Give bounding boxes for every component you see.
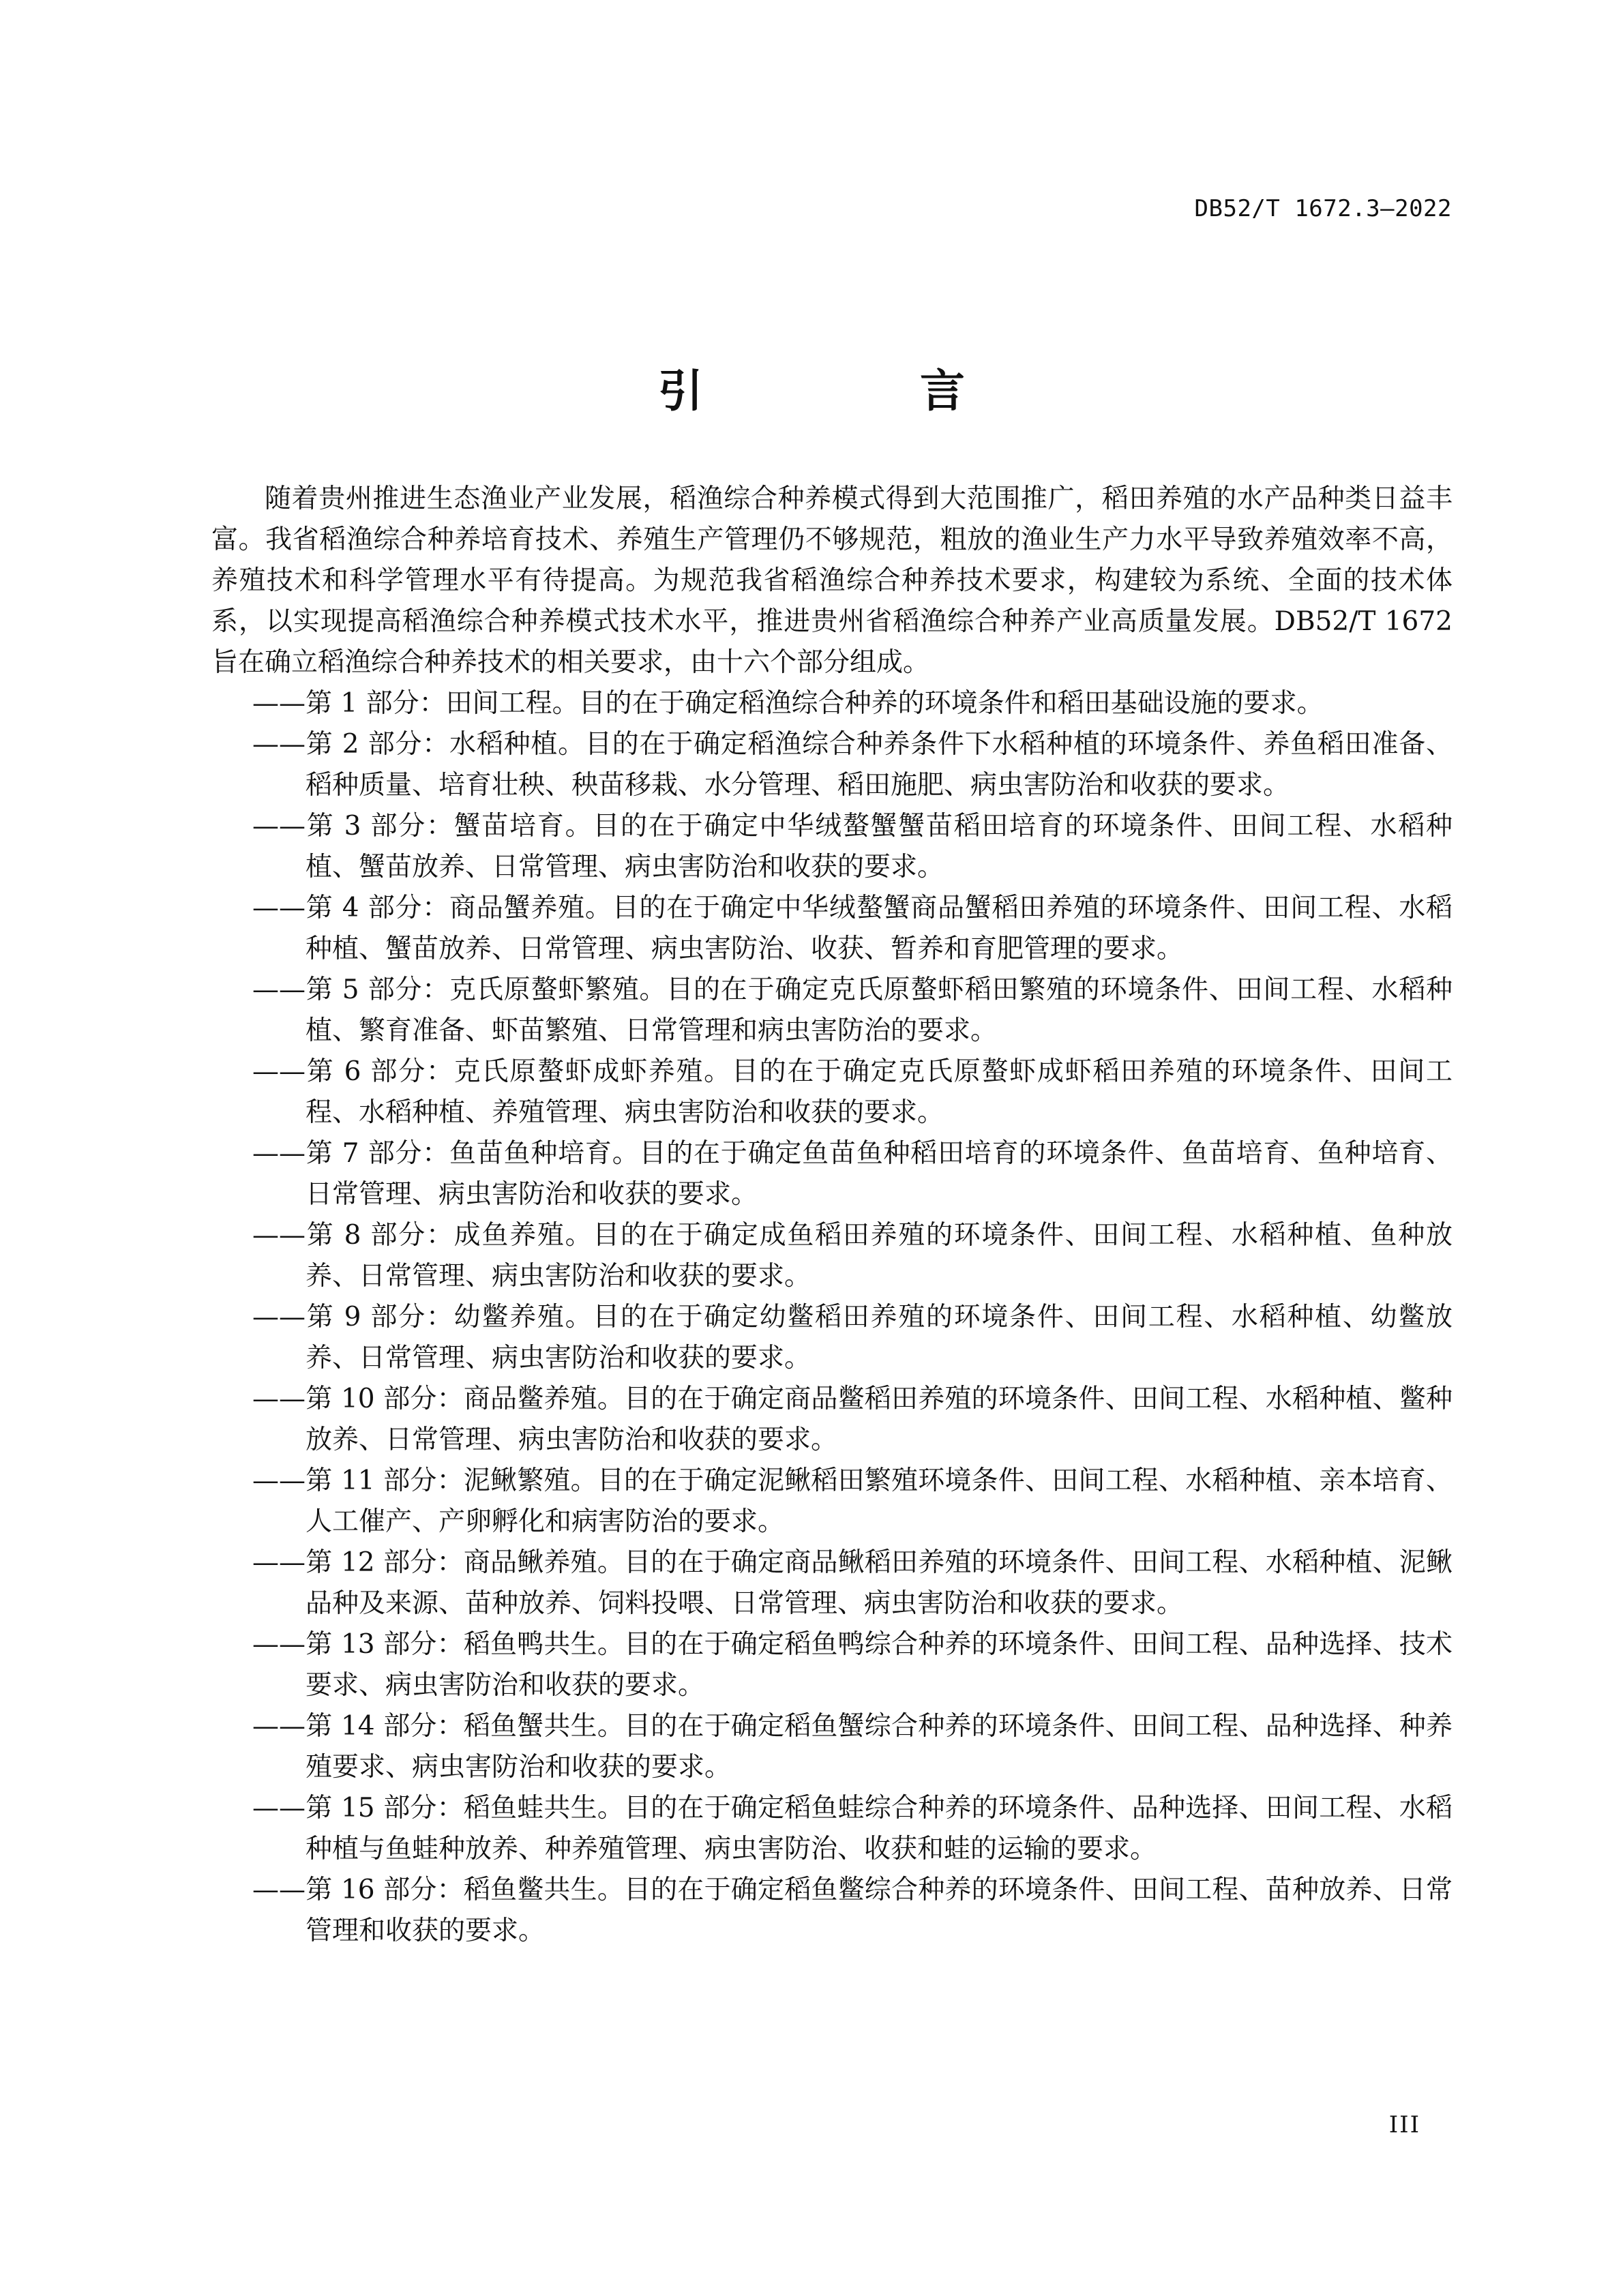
part-item-16: ——第 16 部分：稻鱼鳖共生。目的在于确定稻鱼鳖综合种养的环境条件、田间工程、苗种放养、日常管理和收获的要求。 xyxy=(252,1875,1453,1946)
part-item-7: ——第 7 部分：鱼苗鱼种培育。目的在于确定鱼苗鱼种稻田培育的环境条件、鱼苗培育、鱼种培育、日常管理、病虫害防治和收获的要求。 xyxy=(252,1138,1453,1210)
page-number: III xyxy=(1388,2111,1420,2138)
part-item-6: ——第 6 部分：克氏原螯虾成虾养殖。目的在于确定克氏原螯虾成虾稻田养殖的环境条件、田间工程、水稻种植、养殖管理、病虫害防治和收获的要求。 xyxy=(252,1056,1453,1128)
part-item-10: ——第 10 部分：商品鳖养殖。目的在于确定商品鳖稻田养殖的环境条件、田间工程、水稻种植、鳖种放养、日常管理、病虫害防治和收获的要求。 xyxy=(252,1384,1453,1455)
part-item-15: ——第 15 部分：稻鱼蛙共生。目的在于确定稻鱼蛙综合种养的环境条件、品种选择、田间工程、水稻种植与鱼蛙种放养、种养殖管理、病虫害防治、收获和蛙的运输的要求。 xyxy=(252,1793,1453,1864)
page-title: 引 言 xyxy=(658,364,1051,418)
part-item-4: ——第 4 部分：商品蟹养殖。目的在于确定中华绒螯蟹商品蟹稻田养殖的环境条件、田间工程、水稻种植、蟹苗放养、日常管理、病虫害防治、收获、暂养和育肥管理的要求。 xyxy=(252,893,1453,964)
part-item-1: ——第 1 部分：田间工程。目的在于确定稻渔综合种养的环境条件和稻田基础设施的要求。 xyxy=(252,688,1324,719)
part-item-14: ——第 14 部分：稻鱼蟹共生。目的在于确定稻鱼蟹综合种养的环境条件、田间工程、品种选择、种养殖要求、病虫害防治和收获的要求。 xyxy=(252,1711,1453,1783)
part-item-3: ——第 3 部分：蟹苗培育。目的在于确定中华绒螯蟹蟹苗稻田培育的环境条件、田间工程、水稻种植、蟹苗放养、日常管理、病虫害防治和收获的要求。 xyxy=(252,811,1453,882)
part-item-2: ——第 2 部分：水稻种植。目的在于确定稻渔综合种养条件下水稻种植的环境条件、养鱼稻田准备、稻种质量、培育壮秧、秧苗移栽、水分管理、稻田施肥、病虫害防治和收获的要求。 xyxy=(252,729,1453,801)
part-item-11: ——第 11 部分：泥鳅繁殖。目的在于确定泥鳅稻田繁殖环境条件、田间工程、水稻种植、亲本培育、人工催产、产卵孵化和病害防治的要求。 xyxy=(252,1465,1453,1537)
part-item-9: ——第 9 部分：幼鳖养殖。目的在于确定幼鳖稻田养殖的环境条件、田间工程、水稻种植、幼鳖放养、日常管理、病虫害防治和收获的要求。 xyxy=(252,1302,1453,1373)
part-item-5: ——第 5 部分：克氏原螯虾繁殖。目的在于确定克氏原螯虾稻田繁殖的环境条件、田间工程、水稻种植、繁育准备、虾苗繁殖、日常管理和病虫害防治的要求。 xyxy=(252,974,1453,1046)
body-text xyxy=(211,479,1453,1952)
intro-paragraph: 随着贵州推进生态渔业产业发展，稻渔综合种养模式得到大范围推广，稻田养殖的水产品种类日益丰富。我省稻渔综合种养培育技术、养殖生产管理仍不够规范，粗放的渔业生产力水平导致养殖效率不高，养殖技术和科学管理水平有待提高。为规范我省稻渔综合种养技术要求，构建较为系统、全面的技术体系，以实现提高稻渔综合种养模式技术水平，推进贵州省稻渔综合种养产业高质量发展。DB52/T 1672旨在确立稻渔综合种养技术的相关要求，由十六个部分组成。 xyxy=(211,483,1453,678)
part-item-13: ——第 13 部分：稻鱼鸭共生。目的在于确定稻鱼鸭综合种养的环境条件、田间工程、品种选择、技术要求、病虫害防治和收获的要求。 xyxy=(252,1629,1453,1701)
part-item-12: ——第 12 部分：商品鳅养殖。目的在于确定商品鳅稻田养殖的环境条件、田间工程、水稻种植、泥鳅品种及来源、苗种放养、饲料投喂、日常管理、病虫害防治和收获的要求。 xyxy=(252,1547,1453,1619)
document-number: DB52/T 1672.3—2022 xyxy=(1194,195,1452,222)
parts-list xyxy=(211,683,1453,1952)
part-item-8: ——第 8 部分：成鱼养殖。目的在于确定成鱼稻田养殖的环境条件、田间工程、水稻种植、鱼种放养、日常管理、病虫害防治和收获的要求。 xyxy=(252,1220,1453,1292)
